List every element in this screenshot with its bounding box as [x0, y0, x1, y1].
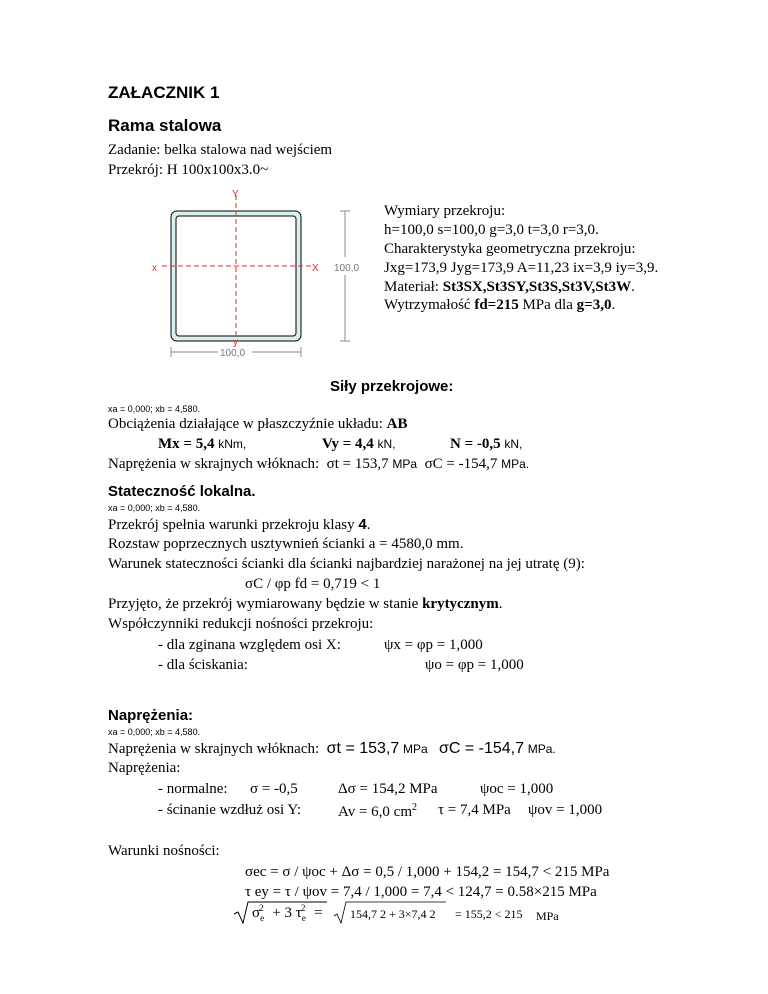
document-title: ZAŁACZNIK 1: [108, 83, 220, 102]
capacity-label: Warunki nośności:: [108, 843, 220, 859]
cross-section-figure: [140, 185, 370, 365]
shear-tau: τ = 7,4 MPa: [438, 802, 511, 818]
assumed-text: Przyjęto, że przekrój wymiarowany będzie w stanie: [108, 596, 419, 612]
forces-stress-line: [108, 456, 529, 473]
vy-unit: kN,: [377, 437, 396, 451]
force-vy: [322, 436, 396, 453]
forces-mpa-2: MPa.: [501, 457, 530, 471]
shear-av: [338, 802, 417, 821]
capacity-line-3-unit: MPa: [536, 909, 559, 923]
capacity-line-3-right: 154,7 2 + 3×7,4 2: [350, 907, 436, 921]
capacity-line-3-result: = 155,2 < 215: [455, 907, 523, 921]
bend-value: ψx = φp = 1,000: [384, 637, 483, 653]
forces-sigma-t: σt = 153,7: [326, 456, 389, 472]
strength-line: Wytrzymałość fd=215 MPa dla g=3,0.: [384, 297, 616, 313]
material-value: St3SX,St3SY,St3S,St3V,St3W: [442, 279, 632, 295]
stresses-extreme-label: Naprężenia w skrajnych włóknach:: [108, 741, 320, 757]
normal-sigma: σ = -0,5: [250, 781, 298, 797]
forces-heading: Siły przekrojowe:: [330, 378, 454, 395]
dim-height-label: 100,0: [334, 263, 360, 274]
shear-label: - ścinanie wzdłuż osi Y:: [158, 802, 302, 818]
stresses-label: Naprężenia:: [108, 760, 181, 776]
axis-label-x-right: X: [312, 263, 319, 274]
capacity-line-2: τ ey = τ / ψov = 7,4 / 1,000 = 7,4 < 124,7 = 0.58×215 MPa: [245, 884, 597, 900]
three-tau-e: + 3 τ: [272, 905, 302, 921]
stability-range: xa = 0,000; xb = 4,580.: [108, 503, 201, 513]
class-text: Przekrój spełnia warunki przekroju klasy: [108, 517, 355, 533]
loads-plane: AB: [386, 416, 408, 432]
task-value: belka stalowa nad wejściem: [164, 142, 333, 158]
dim-width-label: 100,0: [220, 348, 246, 359]
stability-formula: σC / φp fd = 0,719 < 1: [245, 576, 381, 592]
assumed-state: krytycznym: [422, 596, 499, 612]
sigma-e-symbol: σ: [252, 905, 261, 921]
forces-stress-label: Naprężenia w skrajnych włóknach:: [108, 456, 320, 472]
section-value: H 100x100x3.0~: [166, 162, 269, 178]
task-label: Zadanie:: [108, 142, 161, 158]
shear-av-exp: 2: [412, 802, 418, 813]
class-value: 4: [358, 516, 367, 533]
axis-label-y-bottom: y: [233, 337, 238, 348]
stability-heading: Stateczność lokalna.: [108, 483, 256, 500]
geom-title: Charakterystyka geometryczna przekroju:: [384, 241, 636, 257]
condition-line: Warunek stateczności ścianki dla ścianki najbardziej narażonej na jej utratę (9):: [108, 556, 585, 572]
bend-label: - dla zginana względem osi X:: [158, 637, 341, 653]
forces-sigma-c: σC = -154,7: [424, 456, 498, 472]
assumed-line: Przyjęto, że przekrój wymiarowany będzie w stanie krytycznym.: [108, 596, 503, 612]
loads-line: [108, 416, 407, 433]
shear-av-value: Av = 6,0 cm: [338, 804, 413, 820]
forces-range: xa = 0,000; xb = 4,580.: [108, 404, 201, 414]
normal-label: - normalne:: [158, 781, 228, 797]
axis-label-y-top: Y: [232, 189, 239, 200]
strength-label: Wytrzymałość: [384, 297, 471, 313]
mx-value: Mx = 5,4: [158, 436, 215, 452]
dims-values: h=100,0 s=100,0 g=3,0 t=3,0 r=3,0.: [384, 222, 599, 238]
compress-label: - dla ściskania:: [158, 657, 248, 673]
section-label: Przekrój:: [108, 162, 163, 178]
material-line: Materiał: St3SX,St3SY,St3S,St3V,St3W.: [384, 279, 635, 295]
force-n: [450, 436, 522, 453]
geom-values: Jxg=173,9 Jyg=173,9 A=11,23 ix=3,9 iy=3,9.: [384, 260, 659, 276]
section-line: [108, 162, 268, 179]
equals-sign: =: [314, 905, 323, 921]
stresses-sigma-t: σt = 153,7: [326, 740, 400, 757]
capacity-line-3-left: $\sigma_e^2 + 3$ $\tau_e^2$ =: [252, 903, 323, 923]
vy-value: Vy = 4,4: [322, 436, 374, 452]
axis-label-x-left: x: [152, 263, 157, 274]
material-label: Materiał:: [384, 279, 439, 295]
forces-mpa-1: MPa: [392, 457, 418, 471]
task-line: [108, 142, 332, 159]
dims-title: Wymiary przekroju:: [384, 203, 506, 219]
n-unit: kN,: [504, 437, 523, 451]
stresses-range: xa = 0,000; xb = 4,580.: [108, 727, 201, 737]
stresses-heading: Naprężenia:: [108, 707, 194, 724]
strength-value: fd=215: [474, 297, 519, 313]
strength-g: g=3,0: [576, 297, 612, 313]
stresses-mpa-1: MPa: [403, 742, 428, 756]
strength-unit: MPa dla: [522, 297, 573, 313]
reduction-title: Współczynniki redukcji nośności przekroju:: [108, 616, 374, 632]
normal-psi: ψoc = 1,000: [480, 781, 554, 797]
class-line: Przekrój spełnia warunki przekroju klasy 4.: [108, 516, 371, 533]
capacity-line-1: σec = σ / ψoc + Δσ = 0,5 / 1,000 + 154,2 = 154,7 < 215 MPa: [245, 864, 610, 880]
stresses-sigma-c: σC = -154,7: [438, 740, 524, 757]
mx-unit: kNm,: [218, 437, 247, 451]
stresses-mpa-2: MPa.: [527, 742, 556, 756]
loads-label: Obciążenia działające w płaszczyźnie układu:: [108, 416, 383, 432]
shear-psi: ψov = 1,000: [528, 802, 603, 818]
normal-dsigma: Δσ = 154,2 MPa: [338, 781, 438, 797]
n-value: N = -0,5: [450, 436, 501, 452]
spacing-line: Rozstaw poprzecznych usztywnień ścianki a = 4580,0 mm.: [108, 536, 464, 552]
compress-value: ψo = φp = 1,000: [425, 657, 524, 673]
section-heading-frame: Rama stalowa: [108, 116, 222, 135]
force-mx: [158, 436, 246, 453]
stresses-extreme-line: [108, 740, 556, 758]
